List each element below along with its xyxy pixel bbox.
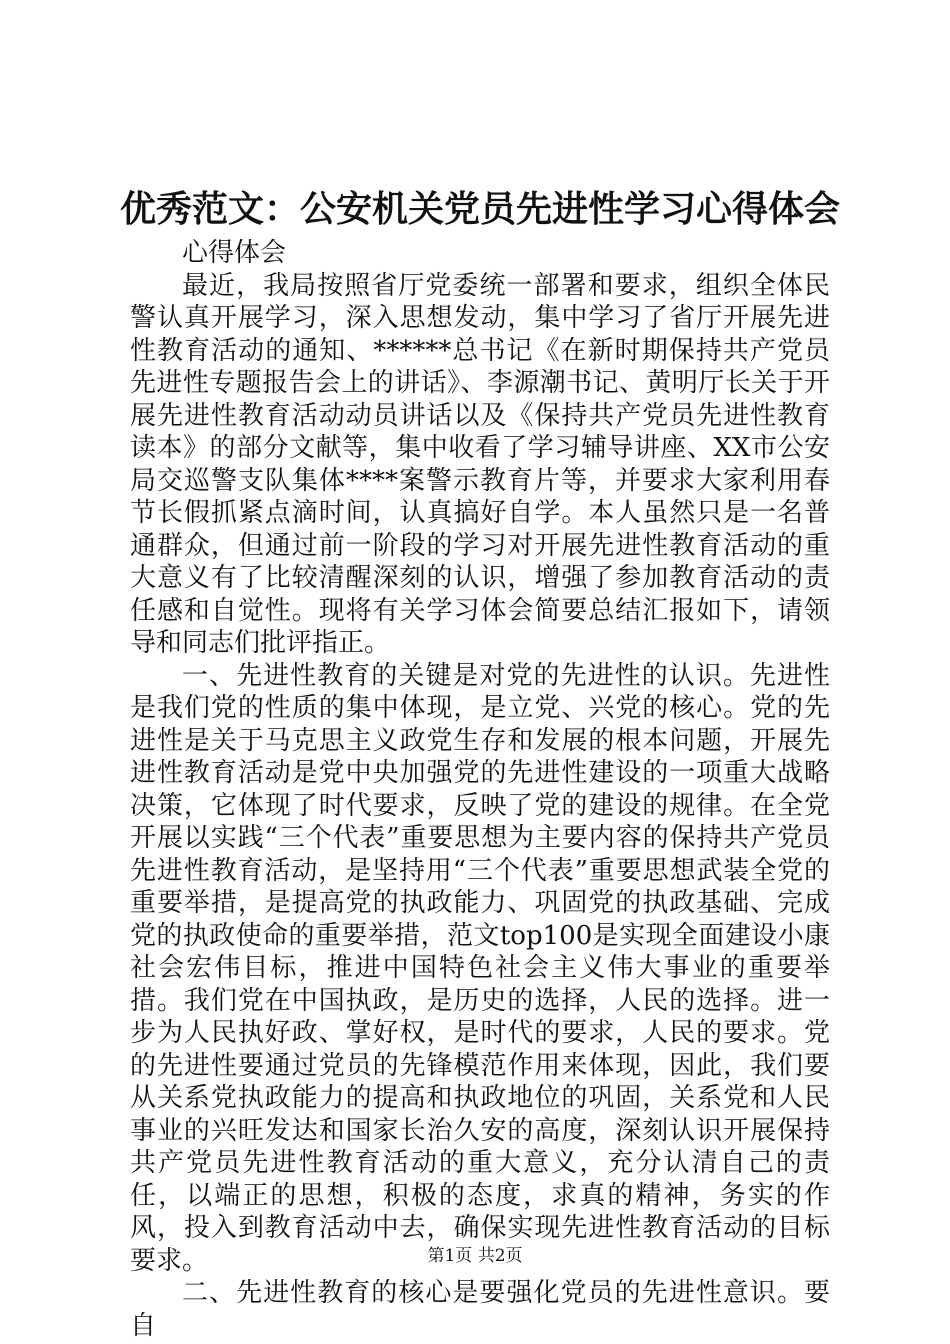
page-number-footer: 第1页 共2页 [427,1246,523,1266]
body-paragraph-intro: 最近，我局按照省厅党委统一部署和要求，组织全体民警认真开展学习，深入思想发动，集中学习了省厅开展先进性教育活动的通知、******总书记《在新时期保持共产党员先进性专题报告会上的讲话》、李源潮书记、黄明厅长关于开展先进性教育活动动员讲话以及《保持共产党员先进性教育读本》的部分文献等，集中收看了学习辅导讲座、XX市公安局交巡警支队集体****案警示教育片等，并要求大家利用春节长假抓紧点滴时间，认真搞好自学。本人虽然只是一名普通群众，但通过前一阶段的学习对开展先进性教育活动的重大意义有了比较清醒深刻的认识，增强了参加教育活动的责任感和自觉性。现将有关学习体会简要总结汇报如下，请领导和同志们批评指正。 [130,270,830,658]
body-paragraph-section-two: 二、先进性教育的核心是要强化党员的先进性意识。要自 [130,1278,830,1341]
body-paragraph-subheading: 心得体会 [182,238,287,268]
body-paragraph-section-one: 一、先进性教育的关键是对党的先进性的认识。先进性是我们党的性质的集中体现，是立党、兴党的核心。党的先进性是关于马克思主义政党生存和发展的根本问题，开展先进性教育活动是党中央加强党的先进性建设的一项重大战略决策，它体现了时代要求，反映了党的建设的规律。在全党开展以实践“三个代表”重要思想为主要内容的保持共产党员先进性教育活动，是坚持用“三个代表”重要思想武装全党的重要举措，是提高党的执政能力、巩固党的执政基础、完成党的执政使命的重要举措，范文top100是实现全面建设小康社会宏伟目标，推进中国特色社会主义伟大事业的重要举措。我们党在中国执政，是历史的选择，人民的选择。进一步为人民执好政、掌好权，是时代的要求，人民的要求。党的先进性要通过党员的先锋模范作用来体现，因此，我们要从关系党执政能力的提高和执政地位的巩固，关系党和人民事业的兴旺发达和国家长治久安的高度，深刻认识开展保持共产党员先进性教育活动的重大意义，充分认清自己的责任，以端正的思想，积极的态度，求真的精神，务实的作风，投入到教育活动中去，确保实现先进性教育活动的目标要求。 [130,660,830,1276]
document-title: 优秀范文：公安机关党员先进性学习心得体会 [120,188,841,230]
document-body [130,237,830,1342]
